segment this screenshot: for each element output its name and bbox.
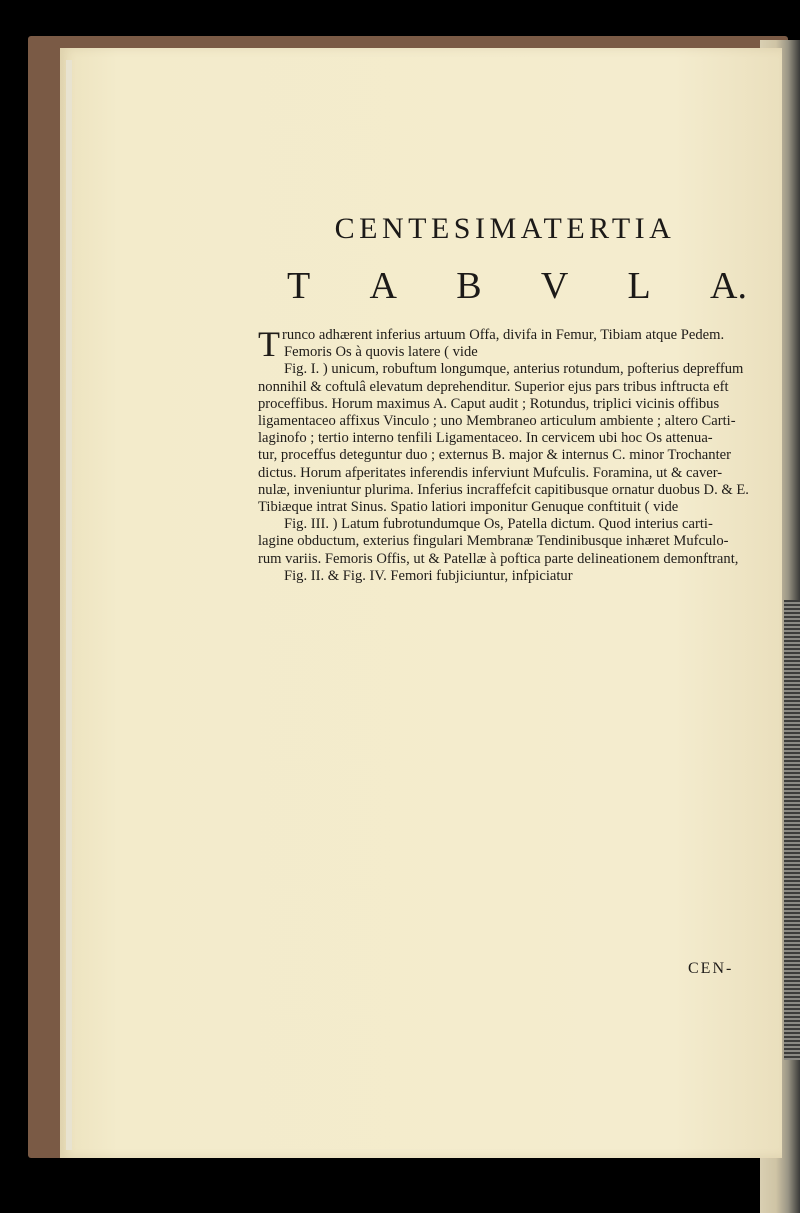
heading-letter: V: [540, 265, 569, 307]
text-line: Fig. I. ) unicum, robuftum longumque, anterius rotundum, pofterius depreffum: [284, 361, 744, 378]
catchword: CEN-: [688, 960, 734, 977]
adjacent-plate-edge: [784, 600, 800, 1060]
text-line: runco adhærent inferius artuum Offa, divifa in Femur, Tibiam atque Pedem.: [282, 327, 725, 343]
text-line: Tibiæque intrat Sinus. Spatio latiori imponitur Genuque conftituit ( vide: [258, 499, 679, 516]
text-line: rum variis. Femoris Offis, ut & Patellæ à poftica parte delineationem demonftrant,: [258, 550, 739, 567]
heading-ordinal: CENTESIMATERTIA: [334, 212, 676, 245]
text-line: dictus. Horum afperitates inferendis inferviunt Mufculis. Foramina, ut & caver-: [258, 464, 723, 481]
text-line: lagine obductum, exterius fingulari Membranæ Tendinibusque inhæret Mufculo-: [258, 533, 729, 550]
text-line: ligamentaceo affixus Vinculo ; uno Membraneo articulum ambiente ; altero Carti-: [258, 413, 736, 430]
text-line: laginofo ; tertio interno tenfili Ligamentaceo. In cervicem ubi hoc Os attenua-: [258, 430, 713, 447]
text-line: Fig. II. & Fig. IV. Femori fubjiciuntur, infpiciatur: [284, 567, 573, 584]
heading-letter: A: [369, 265, 397, 307]
text-line: tur, proceffus deteguntur duo ; externus B. major & internus C. minor Trochanter: [258, 447, 731, 464]
text-line: Femoris Os à quovis latere ( vide: [284, 344, 478, 361]
text-line: nulæ, inveniuntur plurima. Inferius incraffefcit capitibusque ornatur duobus D. & E.: [258, 481, 749, 498]
heading-letter: T: [287, 265, 311, 307]
text-line: proceffibus. Horum maximus A. Caput audit ; Rotundus, triplici vicinis offibus: [258, 395, 720, 412]
text-line: Fig. III. ) Latum fubrotundumque Os, Patella dictum. Quod interius carti-: [284, 516, 713, 533]
heading-letter: A.: [710, 265, 747, 307]
body-paragraph: [258, 324, 766, 585]
text-line: nonnihil & coftulâ elevatum deprehenditur. Superior ejus pars tribus inftructa eft: [258, 378, 729, 395]
heading-letter: B: [456, 265, 482, 307]
heading-letter: L: [627, 265, 651, 307]
heading-tabula: [287, 264, 747, 308]
drop-cap: T: [258, 324, 280, 364]
